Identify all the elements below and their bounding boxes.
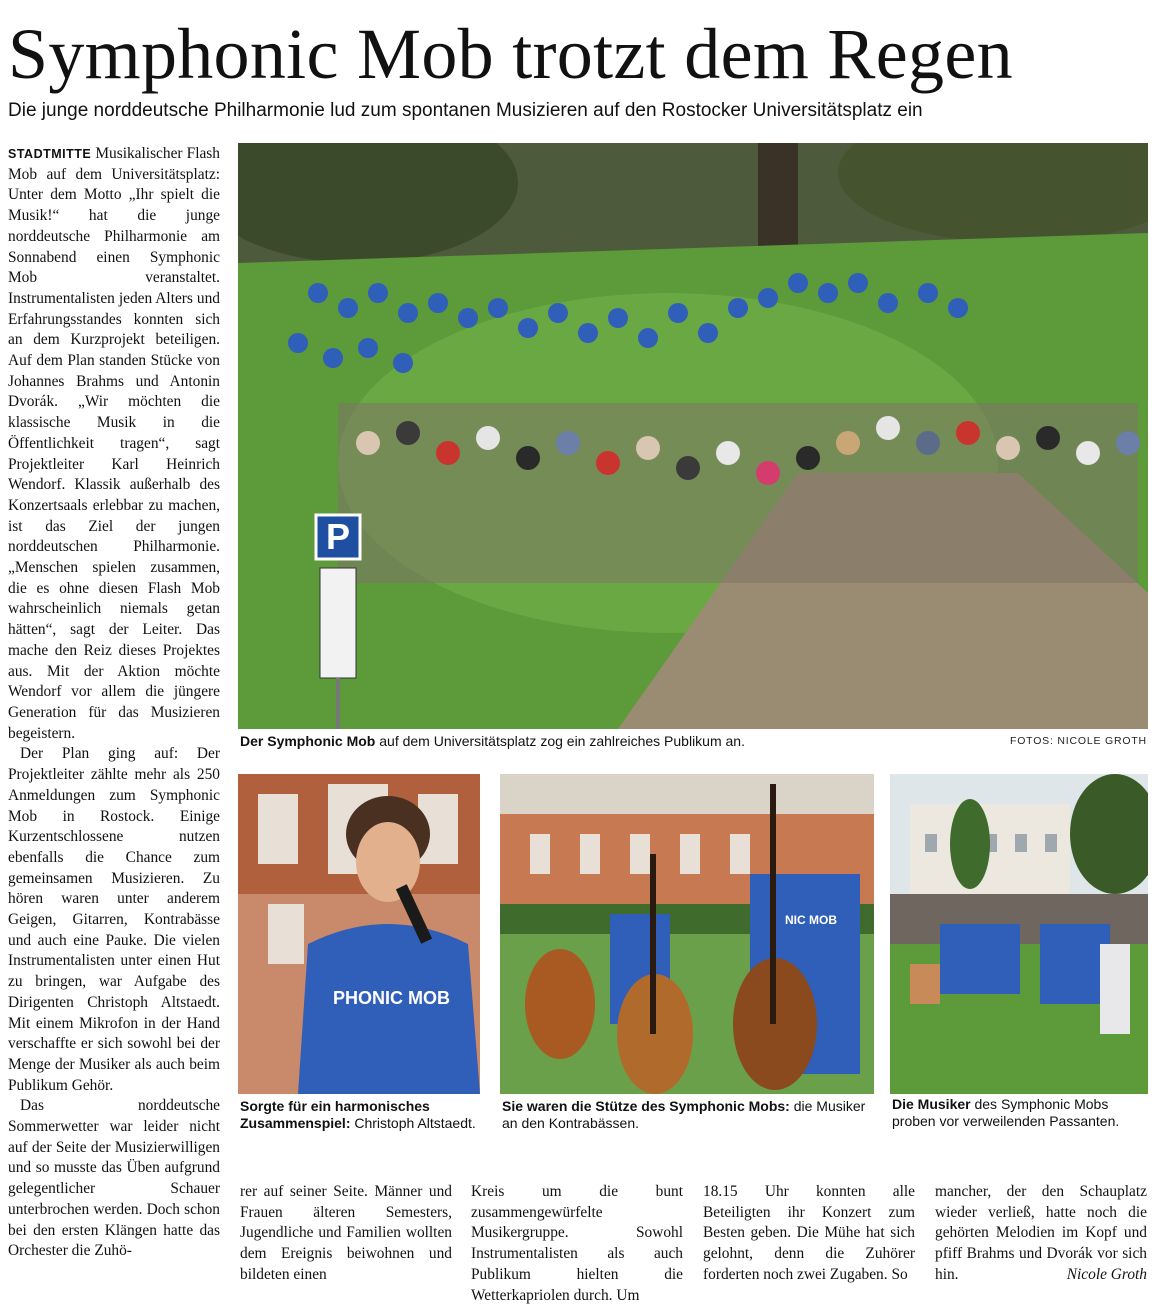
double-bass-photo	[500, 774, 874, 1094]
double-bass-caption	[502, 1098, 876, 1132]
photo-credit: FOTOS: NICOLE GROTH	[1010, 735, 1147, 747]
conductor-shirt-text: PHONIC MOB	[333, 988, 450, 1008]
bassist-shirt-text: NIC MOB	[785, 913, 837, 927]
article-paragraph-1	[8, 144, 220, 744]
main-caption-text: auf dem Universitätsplatz zog ein zahlreiches Publikum an.	[375, 733, 745, 749]
musicians-caption-text: des Symphonic Mobs proben vor verweilenden Passanten.	[892, 1096, 1120, 1129]
article-bottom-column-4	[935, 1182, 1147, 1287]
article-bottom-column-3: 18.15 Uhr konnten alle Beteiligten ihr Konzert zum Besten geben. Die Mühe hat sich gelohnt, denn die Zuhörer forderten noch zwei Zugaben. So	[703, 1183, 915, 1283]
article-bottom-column-1: rer auf seiner Seite. Männer und Frauen älteren Semesters, Jugendliche und Familien wollten dem Ereignis beiwohnen und bildeten einen	[240, 1183, 452, 1283]
article-bottom-column-4-text: mancher, der den Schauplatz wieder verließ, hatte noch die gehörten Melodien im Kopf und pfiff Brahms und Dvorák vor sich hin.	[935, 1183, 1147, 1283]
bass-caption-bold: Sie waren die Stütze des Symphonic Mobs:	[502, 1098, 790, 1114]
conductor-caption-bold: Sorgte für ein harmonisches Zusammenspiel:	[240, 1098, 430, 1131]
main-photo-caption	[240, 733, 960, 750]
musicians-caption	[892, 1096, 1150, 1130]
subheadline: Die junge norddeutsche Philharmonie lud zum spontanen Musizieren auf den Rostocker Universitätsplatz ein	[8, 100, 923, 121]
article-paragraph-3: Das norddeutsche Sommerwetter war leider nicht auf der Seite der Musizierwilligen und so musste das Üben aufgrund gelegentlicher Schauer unterbrochen werden. Doch schon bei den ersten Klängen hatte das Orchester die Zuhö-	[8, 1097, 220, 1260]
headline: Symphonic Mob trotzt dem Regen	[8, 14, 1013, 94]
conductor-caption-text: Christoph Altstaedt.	[350, 1115, 476, 1131]
article-left-column	[8, 144, 220, 1262]
parking-sign-letter: P	[325, 516, 351, 557]
musicians-caption-bold: Die Musiker	[892, 1096, 971, 1112]
article-paragraph-2: Der Plan ging auf: Der Projektleiter zählte mehr als 250 Anmeldungen zum Symphonic Mob in Rostock. Einige Kurzentschlossene nutzen ebenfalls die Chance zum gemeinsamen Musizieren. Zu hören waren unter anderem Geigen, Gitarren, Kontrabässe und auch eine Pauke. Die vielen Instrumentalisten unter einen Hut zu bringen, war Aufgabe des Dirigenten Christoph Altstaedt. Mit einem Mikrofon in der Hand verschaffte er sich sowohl bei der Menge der Musiker als auch beim Publikum Gehör.	[8, 745, 220, 1094]
main-photo-crowd	[238, 143, 1148, 729]
musicians-photo	[890, 774, 1148, 1094]
conductor-photo	[238, 774, 480, 1094]
bass-caption-text: die Musiker an den Kontrabässen.	[502, 1098, 866, 1131]
article-paragraph-1-text: Musikalischer Flash Mob auf dem Universitätsplatz: Unter dem Motto „Ihr spielt die Musik!“ hat die junge norddeutsche Philharmonie am Sonnabend einen Symphonic Mob veranstaltet. Instrumentalisten jeden Alters und Erfahrungsstandes konnten sich an dem Kurzprojekt beteiligen. Auf dem Plan standen Stücke von Johannes Brahms und Antonin Dvorák. „Wir möchten die klassische Musik in die Öffentlichkeit tragen“, sagt Projektleiter Karl Heinrich Wendorf. Klassik außerhalb des Konzertsaals erlebbar zu machen, ist das Ziel der jungen norddeutschen Philharmonie. „Menschen spielen zusammen, die es ohne diesen Flash Mob wahrscheinlich niemals getan hätten“, sagt der Leiter. Das mache den Reiz dieses Projektes aus. Mit der Aktion möchte Wendorf vor allem die jüngere Generation für das Musizieren begeistern.	[8, 145, 220, 742]
main-caption-bold: Der Symphonic Mob	[240, 733, 376, 749]
dateline: STADTMITTE	[8, 147, 92, 161]
author-byline: Nicole Groth	[1066, 1265, 1147, 1283]
conductor-photo-caption	[240, 1098, 482, 1132]
article-bottom-column-2: Kreis um die bunt zusammengewürfelte Musikergruppe. Sowohl Instrumentalisten als auch Publikum hielten die Wetterkapriolen durch. Um	[471, 1183, 683, 1304]
